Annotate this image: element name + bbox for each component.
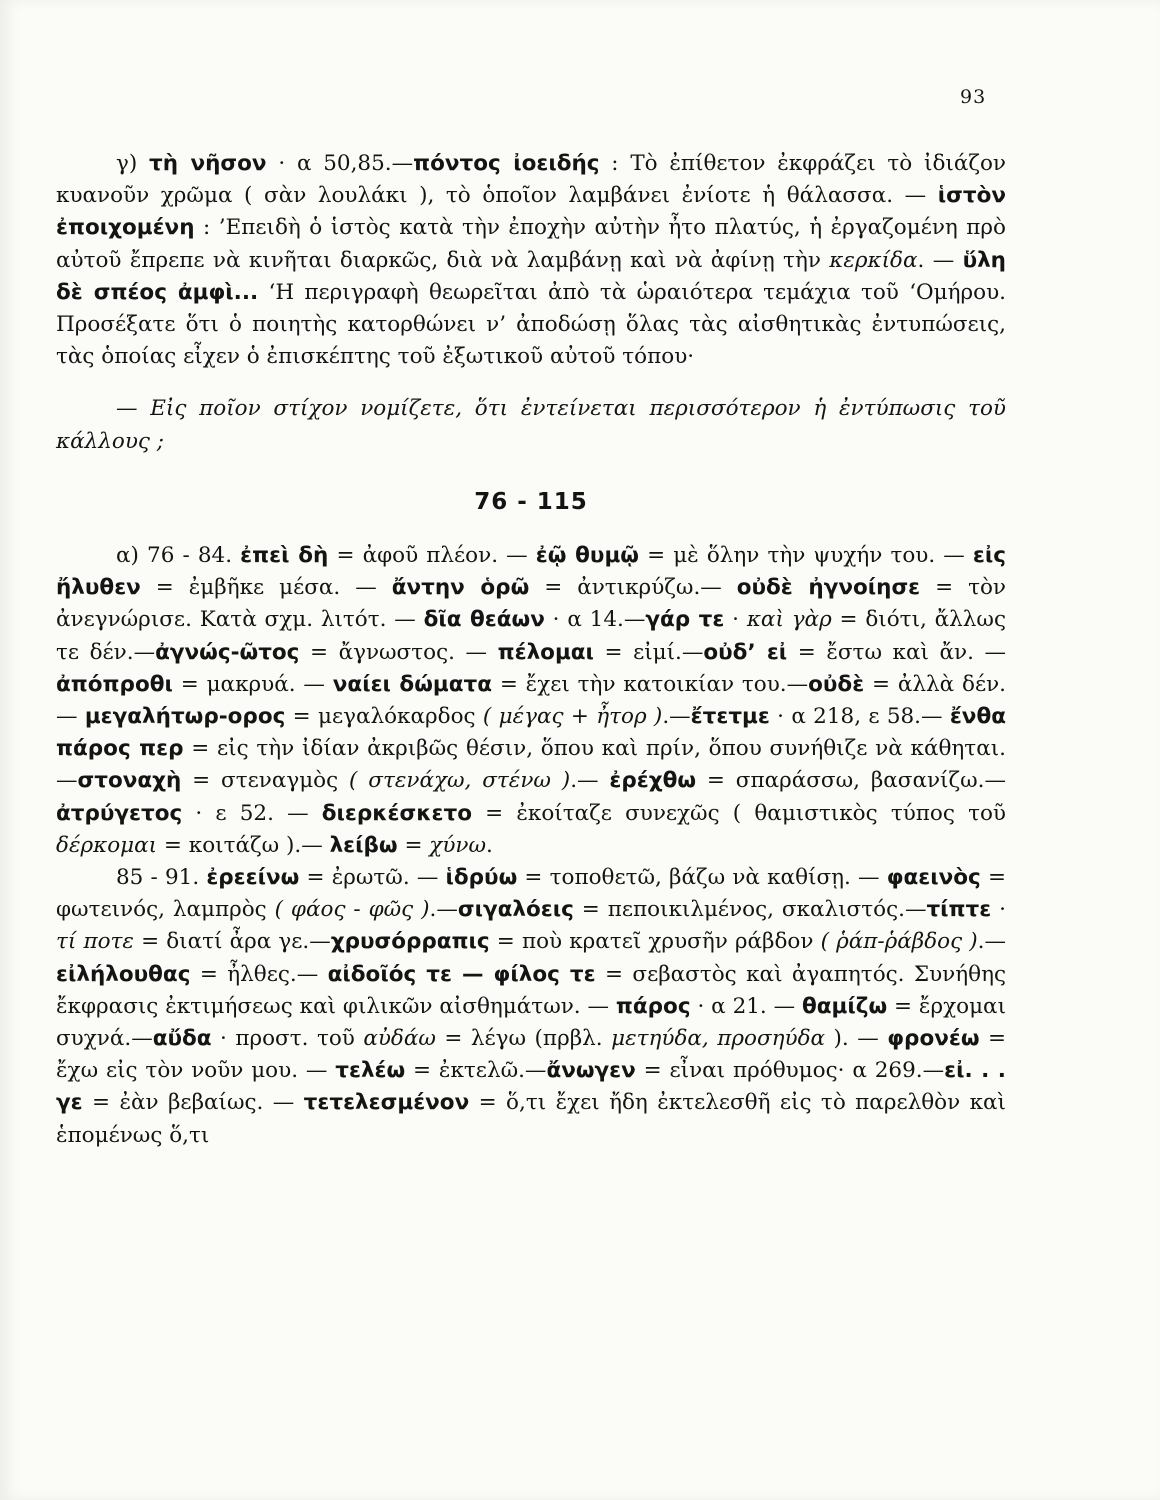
gloss-text: : ’Επειδὴ ὁ ἱστὸς κατὰ τὴν ἐποχὴν αὐτὴν ἦτο πλατύς, ἡ ἐργαζομένη πρὸ αὐτοῦ ἔπρεπε νὰ κινῆται διαρκῶς, διὰ νὰ λαμβάνῃ καὶ νὰ ἀφίνῃ τὴν <box>56 215 1006 273</box>
italic-text: αὐδάω <box>363 1026 436 1052</box>
gloss-text: = φωτεινός, λαμπρὸς <box>56 865 1006 923</box>
lemma: στοναχὴ <box>77 768 182 794</box>
gloss-text: = ἐὰν βεβαίως. — <box>82 1090 304 1116</box>
gloss-text: = κοιτάζω ).— <box>157 832 330 858</box>
gloss-text: 85 - 91. <box>116 865 207 891</box>
italic-text: καὶ γὰρ <box>746 607 832 633</box>
lemma: μεγαλήτωρ-ορος <box>84 704 286 730</box>
lemma: εἰλήλουθας <box>56 961 191 987</box>
lemma: τελέω <box>335 1058 406 1084</box>
lemma: οὐδ’ εἰ <box>703 639 788 665</box>
gloss-text: ). — <box>825 1026 888 1052</box>
gloss-text: = ἐρωτῶ. — <box>299 865 446 891</box>
gloss-text: · α 21. — <box>690 993 803 1019</box>
gloss-text: · α 14.— <box>544 607 646 633</box>
lemma: ἱδρύω <box>445 865 518 891</box>
lemma: δῖα θεάων <box>423 607 545 633</box>
gloss-text: = ἦλθες.— <box>190 961 328 987</box>
gloss-text: = λέγω (πρβλ. <box>435 1026 612 1052</box>
gloss-text: = τὸν ἀνεγνώρισε. Κατὰ σχμ. λιτότ. — <box>56 575 1007 633</box>
gloss-text: = ποὺ κρατεῖ χρυσῆν ράβδον <box>489 929 821 955</box>
gloss-text: = εἰμί.— <box>593 639 704 665</box>
lemma: σιγαλόεις <box>457 897 574 923</box>
commentary-body <box>56 148 1006 1152</box>
gloss-text: = σεβαστὸς καὶ ἀγαπητός. Συνήθης ἔκφρασις ἐκτιμήσεως καὶ φιλικῶν αἰσθημάτων. — <box>56 961 1006 1019</box>
gloss-text: = ἔχει τὴν κατοικίαν του.— <box>491 671 809 697</box>
gloss-text: · α 50,85.— <box>266 151 414 176</box>
page-number: 93 <box>960 86 987 108</box>
lemma: πέλομαι <box>497 639 594 665</box>
section-heading: 76 - 115 <box>474 488 588 515</box>
gloss-text: = <box>397 832 430 858</box>
lemma: χρυσόρραπις <box>330 929 490 955</box>
gloss-text: .— <box>662 704 691 730</box>
italic-text: μετηύδα, προσηύδα <box>611 1026 826 1052</box>
gloss-text: = ἐμβῆκε μέσα. — <box>140 575 392 601</box>
italic-text: δέρκομαι <box>56 832 158 858</box>
lemma: ἐρέχθω <box>609 768 697 794</box>
lemma: διερκέσκετο <box>321 800 472 826</box>
italic-text: ( φάος - φῶς ) <box>274 897 430 923</box>
gloss-text: = ἀλλὰ δέν.— <box>56 671 1007 730</box>
gloss-text: · προστ. τοῦ <box>211 1026 364 1052</box>
paragraph-1 <box>56 148 1006 373</box>
lemma: ἀτρύγετος <box>56 800 183 826</box>
lemma: φαεινὸς <box>886 865 981 891</box>
italic-text: τί ποτε <box>56 929 134 955</box>
gloss-text: = ἔχω εἰς τὸν νοῦν μου. — <box>56 1026 1007 1084</box>
lemma: ἐπεὶ δὴ <box>240 543 329 569</box>
lemma: αἰδοῖός τε — φίλος τε <box>327 961 596 987</box>
lemma: θαμίζω <box>802 993 888 1019</box>
gloss-text: .— <box>977 929 1007 955</box>
lemma: φρονέω <box>887 1026 980 1052</box>
gloss-text: = ἄγνωστος. — <box>299 639 498 665</box>
italic-text: κερκίδα <box>829 247 918 273</box>
italic-text: χύνω <box>429 832 486 858</box>
gloss-text: . <box>486 832 493 858</box>
lemma: ἄνωγεν <box>546 1058 636 1084</box>
gloss-text: = μεγαλόκαρδος <box>285 704 483 730</box>
gloss-text: = ἔστω καὶ ἄν. — <box>787 639 1006 665</box>
lemma: ἔνθα πάρος περ <box>56 704 1006 762</box>
lemma: αὔδα <box>152 1026 212 1052</box>
gloss-text: : Τὸ ἐπίθετον ἐκφράζει τὸ ἰδιάζον κυανοῦν χρῶμα ( σὰν λουλάκι ), τὸ ὁποῖον λαμβάνει ἐνίοτε ἡ θάλασσα. — <box>56 151 1006 209</box>
gloss-text: γ) <box>116 151 150 176</box>
lemma: ναίει δώματα <box>332 671 492 697</box>
gloss-text: . — <box>917 247 963 273</box>
lemma: ὕλη δὲ σπέος ἀμφὶ... <box>56 247 1006 305</box>
gloss-text: .— <box>570 768 610 794</box>
gloss-text: = ἔρχομαι συχνά.— <box>56 993 1006 1052</box>
gloss-text: = ἐκοίταζε συνεχῶς ( θαμιστικὸς τύπος τοῦ <box>472 800 1006 826</box>
gloss-text: .— <box>429 897 458 923</box>
italic-text: ( ῥάπ-ῥάβδος ) <box>820 929 978 955</box>
lemma: λείβω <box>329 832 398 858</box>
gloss-text: = πεποικιλμένος, σκαλιστός.— <box>573 897 927 923</box>
gloss-text: = ὅ,τι ἔχει ἤδη ἐκτελεσθῆ εἰς τὸ παρελθὸν καὶ ἑπομένως ὅ,τι <box>56 1090 1006 1148</box>
gloss-text: = εἶναι πρόθυμος· α 269.— <box>635 1058 945 1084</box>
gloss-text: · ε 52. — <box>182 800 322 826</box>
gloss-text: = διότι, ἄλλως τε δέν.— <box>56 607 1006 665</box>
lemma: οὐδὲ <box>808 671 865 697</box>
gloss-text: = στεναγμὸς <box>181 768 350 794</box>
gloss-text: ‘Η περιγραφὴ θεωρεῖται ἀπὸ τὰ ὡραιότερα τεμάχια τοῦ ‘Ομήρου. Προσέξατε ὅτι ὁ ποιητὴς κατορθώνει ν’ ἀποδώσῃ ὅλας τὰς αἰσθητικὰς ἐντυπώσεις, τὰς ὁποίας εἶχεν ὁ ἐπισκέπτης τοῦ ἐξωτικοῦ αὐτοῦ τόπου· <box>56 279 1006 370</box>
gloss-text: = σπαράσσω, βασανίζω.— <box>696 768 1006 794</box>
lemma: εἰς ἤλυθεν <box>56 543 1006 601</box>
gloss-text: = τοποθετῶ, βάζω νὰ καθίσῃ. — <box>517 865 887 891</box>
paragraph-2 <box>56 540 1006 862</box>
gloss-text: = διατί ἆρα γε.— <box>133 929 331 955</box>
gloss-text: = μακρυά. — <box>172 671 333 697</box>
paragraph-3 <box>56 862 1006 1152</box>
lemma: οὐδὲ ἠγνοίησε <box>736 575 921 601</box>
gloss-text: · α 218, ε 58.— <box>769 704 950 730</box>
lemma: τὴ νῆσον <box>149 151 267 176</box>
lemma: ἐρεείνω <box>206 865 300 891</box>
question: — Εἰς ποῖον στίχον νομίζετε, ὅτι ἐντείνεται περισσότερον ἡ ἐντύπωσις τοῦ κάλλους ; <box>56 396 1006 454</box>
lemma: ἀγνώς-ῶτος <box>155 639 300 665</box>
lemma: γάρ τε <box>645 607 725 633</box>
lemma: ἱστὸν ἐποιχομένη <box>56 183 1006 241</box>
lemma: ἐῷ θυμῷ <box>535 543 639 569</box>
lemma: πάρος <box>615 993 691 1019</box>
italic-text: ( στενάχω, στένω ) <box>349 768 571 794</box>
lemma: ἔτετμε <box>690 704 770 730</box>
lemma: ἄντην ὁρῶ <box>391 575 530 601</box>
gloss-text: = ἐκτελῶ.— <box>405 1058 547 1084</box>
gloss-text: = ἀφοῦ πλέον. — <box>328 543 536 569</box>
gloss-text: = εἰς τὴν ἰδίαν ἀκριβῶς θέσιν, ὅπου καὶ πρίν, ὅπου συνήθιζε νὰ κάθηται.— <box>56 736 1006 794</box>
gloss-text: = ἀντικρύζω.— <box>529 575 737 601</box>
italic-text: ( μέγας + ἦτορ ) <box>482 704 663 730</box>
lemma: τίπτε <box>926 897 992 923</box>
gloss-text: · <box>991 897 1006 923</box>
lemma: ἀπόπροθι <box>56 671 173 697</box>
gloss-text: = μὲ ὅλην τὴν ψυχήν του. — <box>638 543 973 569</box>
lemma: εἰ. . . γε <box>56 1058 1006 1116</box>
gloss-text: · <box>724 607 747 633</box>
gloss-text: α) 76 - 84. <box>116 543 241 569</box>
lemma: πόντος ἰοειδής <box>413 151 600 176</box>
lemma: τετελεσμένον <box>303 1090 470 1116</box>
